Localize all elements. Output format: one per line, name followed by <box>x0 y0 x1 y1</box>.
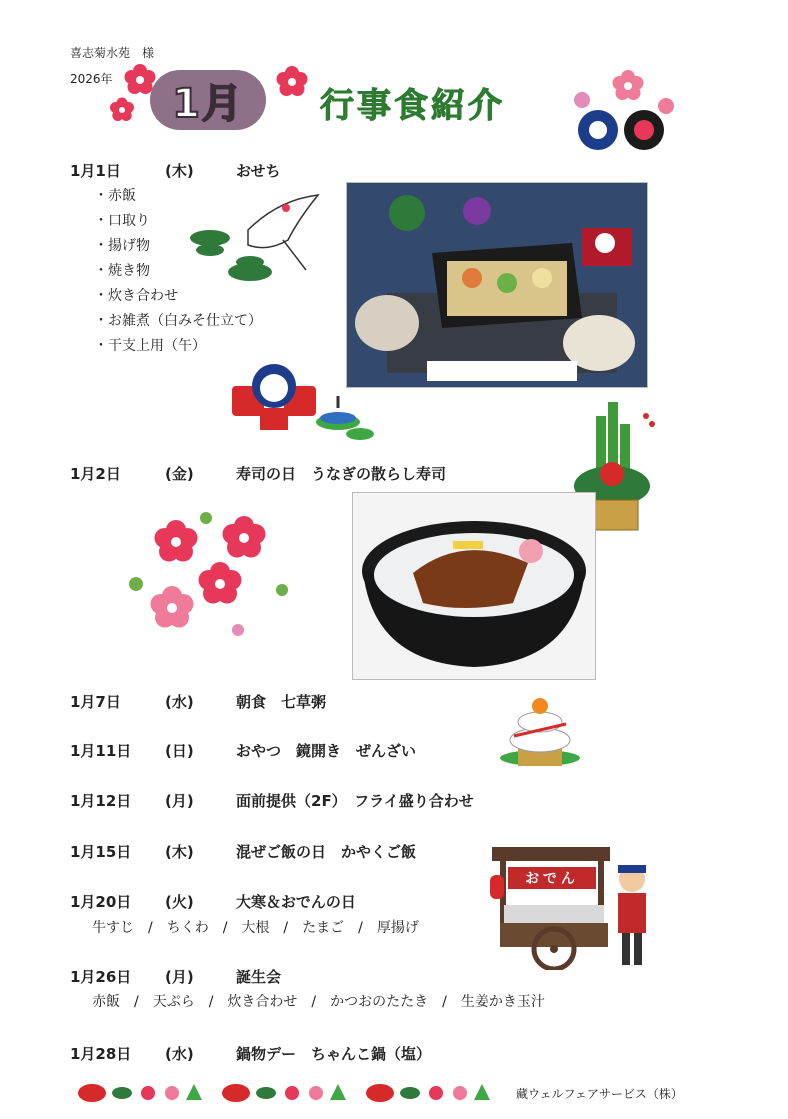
list-item: ・赤飯 <box>94 188 136 204</box>
event-subline: 牛すじ / ちくわ / 大根 / たまご / 厚揚げ <box>92 920 419 936</box>
month-badge <box>150 70 266 130</box>
event-title: おやつ 鏡開き ぜんざい <box>236 742 417 760</box>
event-date: 1月7日 <box>70 693 121 711</box>
daruma-top-icon <box>230 356 380 446</box>
event-date: 1月1日 <box>70 162 121 180</box>
event-subline: 赤飯 / 天ぷら / 炊き合わせ / かつおのたたき / 生姜かき玉汁 <box>92 994 545 1010</box>
event-title: 寿司の日 うなぎの散らし寿司 <box>236 465 447 483</box>
event-title: 誕生会 <box>236 968 282 986</box>
event-day: (水) <box>165 1045 194 1063</box>
event-day: (木) <box>165 843 194 861</box>
event-date: 1月28日 <box>70 1045 132 1063</box>
recipient-name: 喜志菊水苑 様 <box>70 46 155 60</box>
event-title: 大寒＆おでんの日 <box>236 893 356 911</box>
event-day: (日) <box>165 742 194 760</box>
event-title: 混ぜご飯の日 かやくご飯 <box>236 843 417 861</box>
event-day: (金) <box>165 465 194 483</box>
event-date: 1月11日 <box>70 742 132 760</box>
list-item: ・揚げ物 <box>94 238 150 254</box>
plum-blossom-icon <box>126 512 296 642</box>
footer-decoration-icon <box>76 1078 506 1108</box>
event-day: (木) <box>165 162 194 180</box>
event-title: 朝食 七草粥 <box>236 693 327 711</box>
year-label: 2026年 <box>70 72 113 86</box>
company-name: 藏ウェルフェアサービス（株） <box>516 1087 683 1101</box>
event-date: 1月26日 <box>70 968 132 986</box>
event-date: 1月15日 <box>70 843 132 861</box>
event-title: 鍋物デー ちゃんこ鍋（塩） <box>236 1045 432 1063</box>
page-title: 行事食紹介 <box>320 86 505 126</box>
list-item: ・炊き合わせ <box>94 288 178 304</box>
event-day: (月) <box>165 968 194 986</box>
event-day: (月) <box>165 792 194 810</box>
list-item: ・干支上用（午） <box>94 338 206 354</box>
list-item: ・お雑煮（白みそ仕立て） <box>94 313 262 329</box>
event-day: (水) <box>165 693 194 711</box>
list-item: ・口取り <box>94 213 150 229</box>
month-label: 1月 <box>172 80 244 127</box>
event-date: 1月2日 <box>70 465 121 483</box>
kagami-mochi-icon <box>494 692 584 776</box>
crane-pine-icon <box>188 190 328 290</box>
osechi-photo <box>346 182 648 388</box>
event-date: 1月20日 <box>70 893 132 911</box>
event-day: (火) <box>165 893 194 911</box>
oden-stall-illustration <box>490 845 665 970</box>
list-item: ・焼き物 <box>94 263 150 279</box>
event-title: おせち <box>236 162 281 180</box>
oden-stall-sign: おでん <box>525 871 579 887</box>
temari-ball-icon <box>570 64 680 154</box>
event-title: 面前提供（2F） フライ盛り合わせ <box>236 792 474 810</box>
event-date: 1月12日 <box>70 792 132 810</box>
unagi-bowl-photo <box>352 492 596 680</box>
